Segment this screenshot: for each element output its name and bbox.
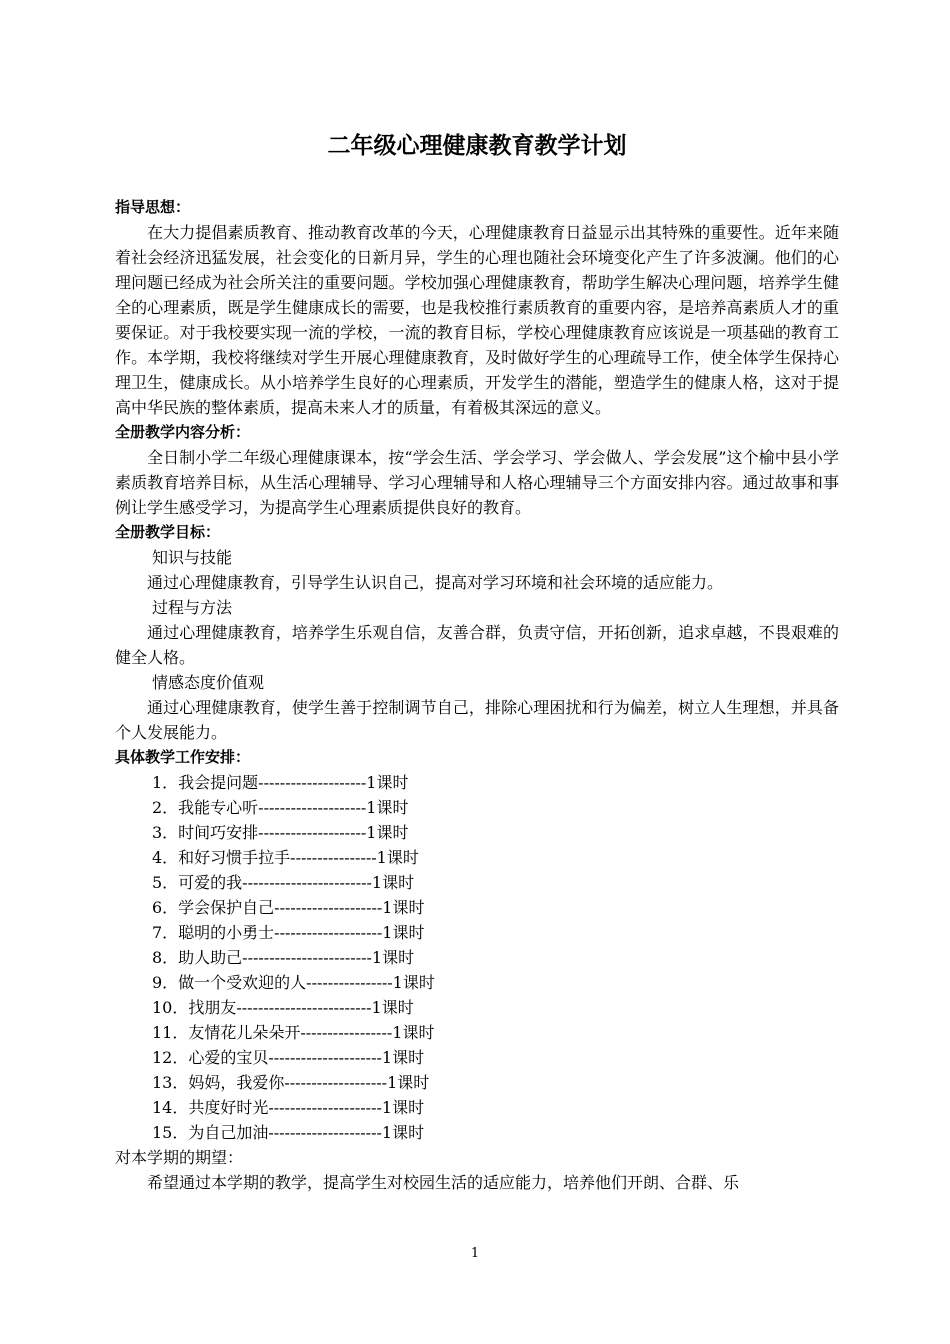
document-title: 二年级心理健康教育教学计划 bbox=[327, 133, 627, 159]
section-heading-expectation: 对本学期的期望： bbox=[115, 1148, 244, 1167]
analysis-paragraph: 全日制小学二年级心理健康课本，按“学会生活、学会学习、学会做人、学会发展”这个榆中县小学素质教育培养目标，从生活心理辅导、学习心理辅导和人格心理辅导三个方面安排内容。通过故事和事例让学生感受学习，为提高学生心理素质提供良好的教育。 bbox=[115, 448, 839, 517]
schedule-item: 14．共度好时光---------------------1课时 bbox=[152, 1098, 425, 1117]
goal-label-emotion: 情感态度价值观 bbox=[152, 673, 265, 692]
section-heading-goals: 全册教学目标： bbox=[115, 523, 221, 541]
guiding-paragraph: 在大力提倡素质教育、推动教育改革的今天，心理健康教育日益显示出其特殊的重要性。近年来随着社会经济迅猛发展，社会变化的日新月异，学生的心理也随社会环境变化产生了许多波澜。他们的心理问题已经成为社会所关注的重要问题。学校加强心理健康教育，帮助学生解决心理问题，培养学生健全的心理素质，既是学生健康成长的需要，也是我校推行素质教育的重要内容，是培养高素质人才的重要保证。对于我校要实现一流的学校，一流的教育目标，学校心理健康教育应该说是一项基础的教育工作。本学期，我校将继续对学生开展心理健康教育，及时做好学生的心理疏导工作，使全体学生保持心理卫生，健康成长。从小培养学生良好的心理素质，开发学生的潜能，塑造学生的健康人格，这对于提高中华民族的整体素质，提高未来人才的质量，有着极其深远的意义。 bbox=[115, 223, 839, 417]
section-heading-guiding: 指导思想： bbox=[115, 198, 191, 216]
goal-label-process: 过程与方法 bbox=[152, 598, 233, 617]
schedule-item: 1．我会提问题--------------------1课时 bbox=[152, 773, 409, 792]
schedule-item: 8．助人助己------------------------1课时 bbox=[152, 948, 415, 967]
goal-text-process: 通过心理健康教育，培养学生乐观自信，友善合群，负责守信，开拓创新，追求卓越，不畏艰难的健全人格。 bbox=[115, 623, 839, 667]
page-number: 1 bbox=[470, 1246, 480, 1261]
schedule-item: 5．可爱的我------------------------1课时 bbox=[152, 873, 415, 892]
schedule-list bbox=[115, 770, 839, 1145]
schedule-item: 12．心爱的宝贝---------------------1课时 bbox=[152, 1048, 425, 1067]
section-heading-analysis: 全册教学内容分析： bbox=[115, 423, 251, 441]
schedule-item: 15．为自己加油---------------------1课时 bbox=[152, 1123, 425, 1142]
goal-text-emotion: 通过心理健康教育，使学生善于控制调节自己，排除心理困扰和行为偏差，树立人生理想，并具备个人发展能力。 bbox=[115, 698, 839, 742]
goal-text-knowledge: 通过心理健康教育，引导学生认识自己，提高对学习环境和社会环境的适应能力。 bbox=[147, 573, 724, 592]
schedule-item: 13．妈妈，我爱你-------------------1课时 bbox=[152, 1073, 430, 1092]
expectation-paragraph: 希望通过本学期的教学，提高学生对校园生活的适应能力，培养他们开朗、合群、乐 bbox=[147, 1173, 740, 1192]
schedule-item: 2．我能专心听--------------------1课时 bbox=[152, 798, 409, 817]
goal-label-knowledge: 知识与技能 bbox=[152, 548, 233, 567]
schedule-item: 3．时间巧安排--------------------1课时 bbox=[152, 823, 409, 842]
schedule-item: 7．聪明的小勇士--------------------1课时 bbox=[152, 923, 425, 942]
document-body bbox=[115, 195, 839, 1195]
schedule-item: 11．友情花儿朵朵开-----------------1课时 bbox=[152, 1023, 435, 1042]
schedule-item: 4．和好习惯手拉手----------------1课时 bbox=[152, 848, 419, 867]
schedule-item: 10．找朋友-------------------------1课时 bbox=[152, 998, 414, 1017]
schedule-item: 9．做一个受欢迎的人----------------1课时 bbox=[152, 973, 435, 992]
schedule-item: 6．学会保护自己--------------------1课时 bbox=[152, 898, 425, 917]
section-heading-schedule: 具体教学工作安排： bbox=[115, 748, 251, 766]
